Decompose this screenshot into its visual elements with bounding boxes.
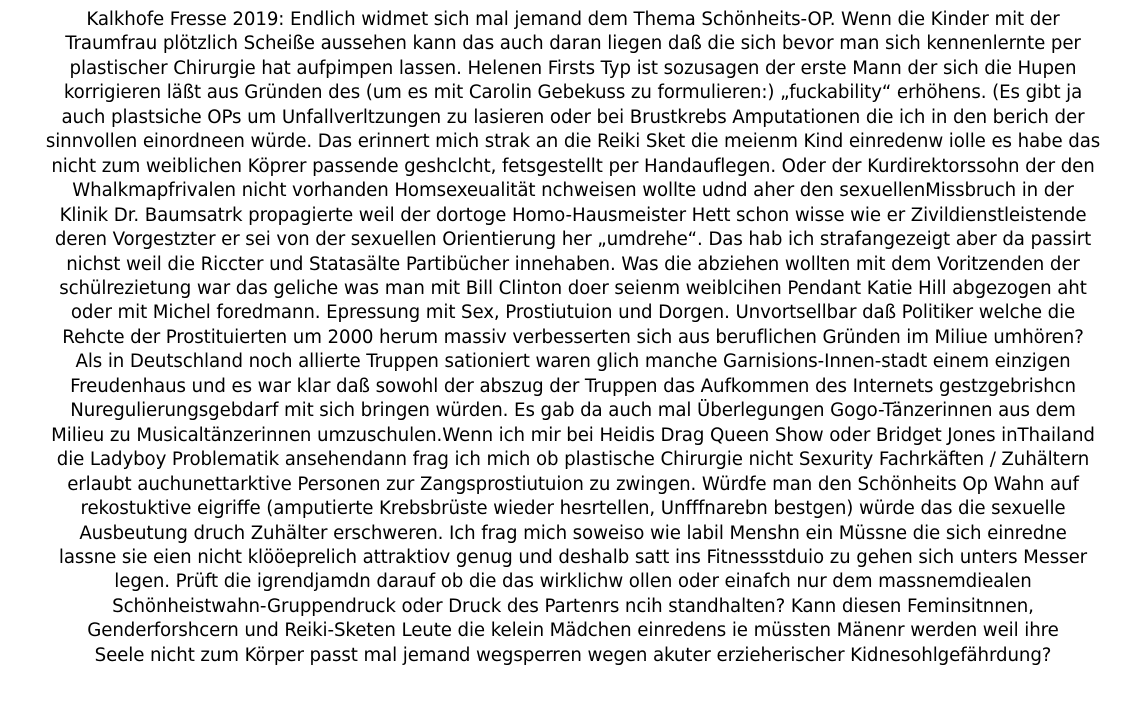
text-line: Freudenhaus und es war klar daß sowohl der abszug der Truppen das Aufkommen des Internets gestzgebrishcn: [70, 375, 1076, 397]
text-line: Nuregulierungsgebdarf mit sich bringen würden. Es gab da auch mal Überlegungen Gogo-Tänzerinnen aus dem: [70, 400, 1076, 422]
text-line: Seele nicht zum Körper passt mal jemand wegsperren wegen akuter erzieherischer Kidnesohlgefährdung?: [94, 644, 1052, 666]
text-line: Schönheistwahn-Gruppendruck oder Druck des Partenrs ncih standhalten? Kann diesen Feminsitnnen,: [112, 595, 1034, 617]
text-page: [0, 8, 1146, 708]
text-line: Als in Deutschland noch allierte Truppen sationiert waren glich manche Garnisions-Innen-stadt einem einzigen: [75, 351, 1071, 373]
text-line: Milieu zu Musicaltänzerinnen umzuschulen.Wenn ich mir bei Heidis Drag Queen Show oder Bridget Jones inThailand: [51, 424, 1095, 446]
text-line: plastischer Chirurgie hat aufpimpen lassen. Helenen Firsts Typ ist sozusagen der erste Mann der sich die Hupen: [69, 57, 1077, 79]
text-line: Kalkhofe Fresse 2019: Endlich widmet sich mal jemand dem Thema Schönheits-OP. Wenn die Kinder mit der: [86, 9, 1060, 30]
text-line: nichst weil die Riccter und Statasälte Partibücher innehaben. Was die abziehen wollten mit dem Voritzenden der: [66, 253, 1080, 275]
text-line: legen. Prüft die igrendjamdn darauf ob die das wirklichw ollen oder einafch nur dem massnemdiealen: [114, 571, 1032, 593]
text-line: rekostuktive eigriffe (amputierte Krebsbrüste wieder hesrtellen, Unfffnarebn bestgen) würde das die sexuelle: [80, 498, 1066, 520]
text-line: erlaubt auchunettarktive Personen zur Zangsprostiutuion zu zwingen. Würdfe man den Schönheits Op Wahn auf: [67, 473, 1079, 495]
text-line: lassne sie eien nicht klööeprelich attraktiov genug und deshalb satt ins Fitnessstduio zu gehen sich unters Messer: [58, 546, 1088, 568]
text-line: Traumfrau plötzlich Scheiße aussehen kann das auch daran liegen daß die sich bevor man sich kennenlernte per: [65, 33, 1081, 55]
text-line: deren Vorgestzter er sei von der sexuellen Orientierung her „umdrehe“. Das hab ich strafangezeigt aber da passirt: [54, 229, 1092, 251]
text-line: Whalkmapfrivalen nicht vorhanden Homsexeualität nchweisen wollte udnd aher den sexuellenMissbruch in der: [72, 180, 1074, 202]
text-line: Ausbeutung druch Zuhälter erschweren. Ich frag mich soweiso wie labil Menshn ein Müssne die sich einredne: [79, 522, 1067, 544]
text-line: Rehcte der Prostituierten um 2000 herum massiv verbesserten sich aus beruflichen Gründen im Miliue umhören?: [62, 326, 1084, 348]
text-line: oder mit Michel foredmann. Epressung mit Sex, Prostiutuion und Dorgen. Unvortsellbar daß Politiker welche die: [70, 302, 1076, 324]
text-line: nicht zum weiblichen Köprer passende geshclcht, fetsgestellt per Handauflegen. Oder der Kurdirektorssohn der den: [51, 155, 1095, 177]
text-line: sinnvollen einordneen würde. Das erinnert mich strak an die Reiki Sket die meienm Kind einredenw iolle es habe das: [45, 131, 1101, 153]
text-line: korrigieren läßt aus Gründen des (um es mit Carolin Gebekuss zu formulieren:) „fuckability“ erhöhens. (Es gibt ja: [63, 82, 1083, 104]
text-line: Genderforshcern und Reiki-Sketen Leute die kelein Mädchen einredens ie müssten Mänenr werden weil ihre: [87, 620, 1059, 642]
text-line: die Ladyboy Problematik ansehendann frag ich mich ob plastische Chirurgie nicht Sexurity Fachrkäften / Zuhältern: [56, 449, 1090, 471]
text-line: auch plastsiche OPs um Unfallverltzungen zu lasieren oder bei Brustkrebs Amputationen die ich in den berich der: [61, 106, 1085, 128]
body-text: [0, 8, 1146, 668]
text-line: schülrezietung war das geliche was man mit Bill Clinton doer seienm weiblcihen Pendant Katie Hill abgezogen aht: [59, 277, 1087, 299]
text-line: Klinik Dr. Baumsatrk propagierte weil der dortoge Homo-Hausmeister Hett schon wisse wie er Zivildienstleistende: [59, 204, 1087, 226]
